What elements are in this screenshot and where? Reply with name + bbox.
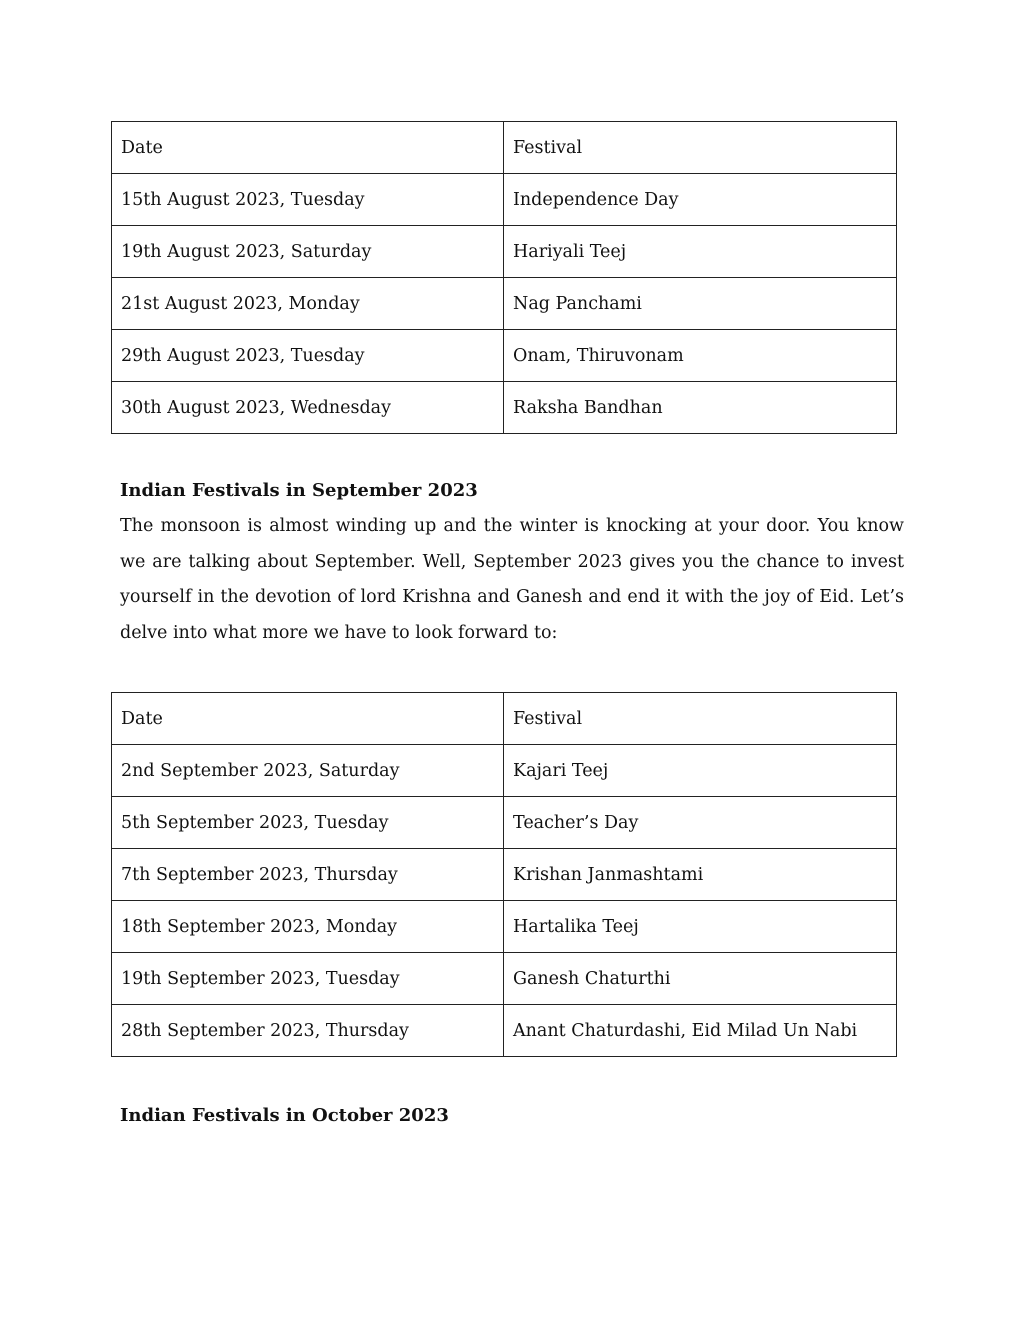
- august-festivals-table: [111, 121, 897, 434]
- table-row: [112, 901, 897, 953]
- table-row: [112, 1005, 897, 1057]
- date-cell: 29th August 2023, Tuesday: [112, 330, 504, 382]
- table-row: [112, 330, 897, 382]
- date-cell: 21st August 2023, Monday: [112, 278, 504, 330]
- date-cell: 19th September 2023, Tuesday: [112, 953, 504, 1005]
- festival-cell: Raksha Bandhan: [504, 382, 897, 434]
- festival-column-header: Festival: [504, 693, 897, 745]
- festival-cell: Ganesh Chaturthi: [504, 953, 897, 1005]
- september-intro-paragraph: The monsoon is almost winding up and the winter is knocking at your door. You know we are talking about September. Well, September 2023 gives you the chance to invest yourself in the devotion of lord Krishna and Ganesh and end it with the joy of Eid. Let’s delve into what more we have to look forward to:: [120, 516, 904, 643]
- date-column-header: Date: [112, 122, 504, 174]
- festival-column-header: Festival: [504, 122, 897, 174]
- festival-cell: Teacher’s Day: [504, 797, 897, 849]
- september-festivals-table: [111, 692, 897, 1057]
- table-row: [112, 953, 897, 1005]
- october-section-heading: Indian Festivals in October 2023: [120, 1105, 449, 1126]
- festival-cell: Hariyali Teej: [504, 226, 897, 278]
- table-row: [112, 382, 897, 434]
- date-cell: 5th September 2023, Tuesday: [112, 797, 504, 849]
- festival-cell: Krishan Janmashtami: [504, 849, 897, 901]
- festival-cell: Hartalika Teej: [504, 901, 897, 953]
- table-row: [112, 797, 897, 849]
- table-row: [112, 849, 897, 901]
- date-column-header: Date: [112, 693, 504, 745]
- table-header-row: [112, 122, 897, 174]
- table-row: [112, 745, 897, 797]
- date-cell: 30th August 2023, Wednesday: [112, 382, 504, 434]
- festival-cell: Nag Panchami: [504, 278, 897, 330]
- table-header-row: [112, 693, 897, 745]
- table-row: [112, 226, 897, 278]
- date-cell: 28th September 2023, Thursday: [112, 1005, 504, 1057]
- september-section-heading: Indian Festivals in September 2023: [120, 480, 478, 501]
- date-cell: 7th September 2023, Thursday: [112, 849, 504, 901]
- festival-cell: Anant Chaturdashi, Eid Milad Un Nabi: [504, 1005, 897, 1057]
- festival-cell: Independence Day: [504, 174, 897, 226]
- date-cell: 18th September 2023, Monday: [112, 901, 504, 953]
- festival-cell: Onam, Thiruvonam: [504, 330, 897, 382]
- festival-cell: Kajari Teej: [504, 745, 897, 797]
- date-cell: 19th August 2023, Saturday: [112, 226, 504, 278]
- table-row: [112, 174, 897, 226]
- table-row: [112, 278, 897, 330]
- date-cell: 2nd September 2023, Saturday: [112, 745, 504, 797]
- date-cell: 15th August 2023, Tuesday: [112, 174, 504, 226]
